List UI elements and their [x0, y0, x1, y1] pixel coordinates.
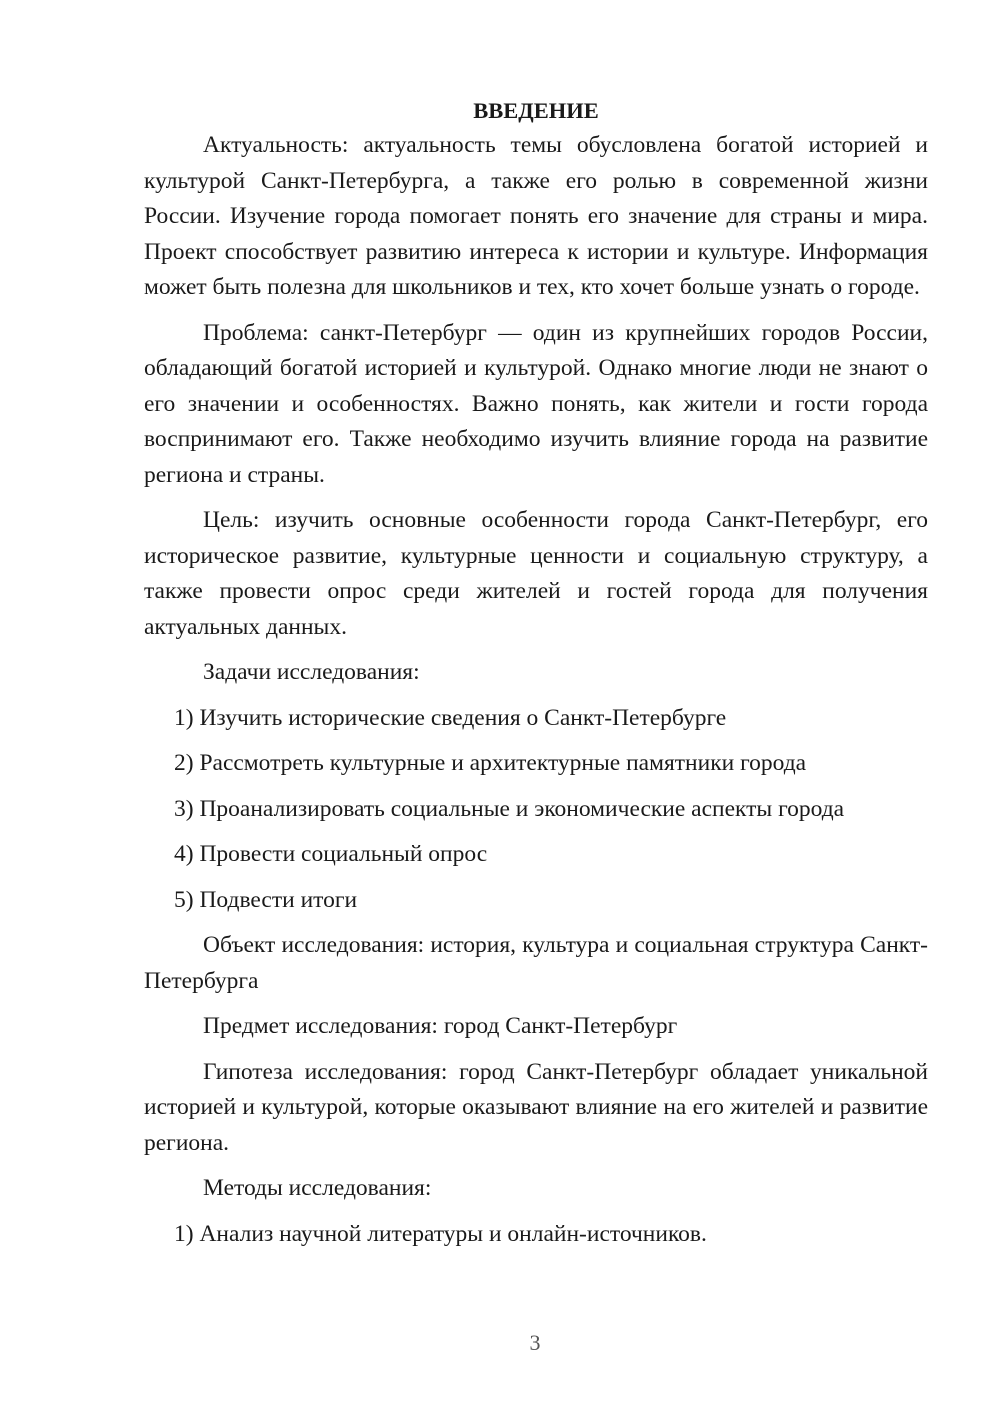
method-item: 1) Анализ научной литературы и онлайн-источников. — [174, 1220, 707, 1247]
page-number: 3 — [529, 1330, 541, 1355]
goal-paragraph: Цель: изучить основные особенности города Санкт-Петербург, его историческое развитие, культурные ценности и социальную структуру, а также провести опрос среди жителей и гостей города для получения актуальных данных. — [144, 507, 928, 640]
relevance-paragraph: Актуальность: актуальность темы обусловлена богатой историей и культурой Санкт-Петербурга, а также его ролью в современной жизни России. Изучение города помогает понять его значение для страны и мира. Проект способствует развитию интереса к истории и культуре. Информация может быть полезна для школьников и тех, кто хочет больше узнать о городе. — [144, 132, 928, 300]
tasks-heading: Задачи исследования: — [203, 659, 420, 685]
methods-heading: Методы исследования: — [203, 1175, 432, 1201]
page-content — [144, 93, 928, 1252]
subject-paragraph: Предмет исследования: город Санкт-Петербург — [203, 1013, 678, 1039]
task-item: 3) Проанализировать социальные и экономические аспекты города — [174, 795, 845, 822]
hypothesis-paragraph: Гипотеза исследования: город Санкт-Петербург обладает уникальной историей и культурой, которые оказывают влияние на его жителей и развитие региона. — [144, 1058, 928, 1156]
task-item: 2) Рассмотреть культурные и архитектурные памятники города — [174, 750, 807, 776]
task-item: 5) Подвести итоги — [174, 886, 358, 913]
task-item: 4) Провести социальный опрос — [174, 841, 488, 867]
object-paragraph: Объект исследования: история, культура и социальная структура Санкт-Петербурга — [144, 932, 928, 994]
page-title: ВВЕДЕНИЕ — [473, 98, 599, 123]
task-item: 1) Изучить исторические сведения о Санкт-Петербурге — [174, 704, 727, 731]
problem-paragraph: Проблема: санкт-Петербург — один из крупнейших городов России, обладающий богатой историей и культурой. Однако многие люди не знают о его значении и особенностях. Важно понять, как жители и гости города воспринимают его. Также необходимо изучить влияние города на развитие региона и страны. — [144, 319, 928, 488]
